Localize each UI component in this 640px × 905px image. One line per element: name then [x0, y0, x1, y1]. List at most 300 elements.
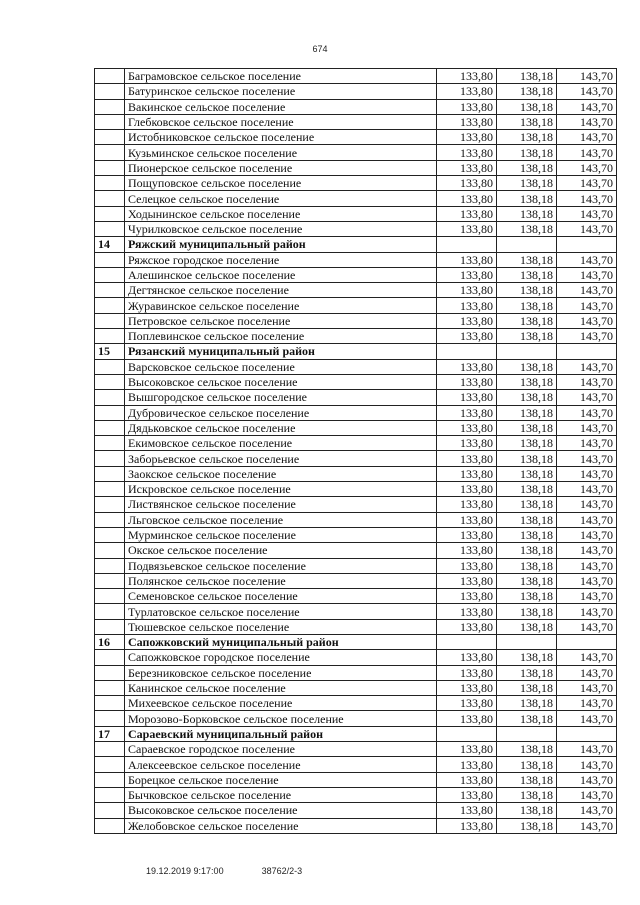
- table-row: [95, 573, 617, 588]
- value-3: 143,70: [557, 558, 617, 573]
- table-row: [95, 160, 617, 175]
- settlement-name: Истобниковское сельское поселение: [125, 130, 437, 145]
- row-number: [95, 772, 125, 787]
- value-2: 138,18: [497, 757, 557, 772]
- value-3: [557, 634, 617, 649]
- settlement-name: Желобовское сельское поселение: [125, 818, 437, 833]
- value-3: 143,70: [557, 191, 617, 206]
- value-3: 143,70: [557, 252, 617, 267]
- table-row: [95, 619, 617, 634]
- settlement-name: Вышгородское сельское поселение: [125, 390, 437, 405]
- value-2: 138,18: [497, 558, 557, 573]
- value-2: 138,18: [497, 650, 557, 665]
- value-1: 133,80: [437, 742, 497, 757]
- row-number: [95, 512, 125, 527]
- row-number: [95, 711, 125, 726]
- value-2: 138,18: [497, 267, 557, 282]
- district-row: [95, 237, 617, 252]
- settlement-name: Петровское сельское поселение: [125, 313, 437, 328]
- district-row: [95, 344, 617, 359]
- settlement-name: Сараевское городское поселение: [125, 742, 437, 757]
- value-1: 133,80: [437, 329, 497, 344]
- table-body: [95, 69, 617, 834]
- value-3: 143,70: [557, 604, 617, 619]
- row-number: 14: [95, 237, 125, 252]
- table-row: [95, 329, 617, 344]
- settlement-name: Окское сельское поселение: [125, 543, 437, 558]
- value-1: 133,80: [437, 466, 497, 481]
- value-2: 138,18: [497, 145, 557, 160]
- table-row: [95, 696, 617, 711]
- value-2: 138,18: [497, 665, 557, 680]
- settlement-name: Поплевинское сельское поселение: [125, 329, 437, 344]
- value-2: 138,18: [497, 466, 557, 481]
- row-number: [95, 696, 125, 711]
- value-1: 133,80: [437, 405, 497, 420]
- value-1: 133,80: [437, 818, 497, 833]
- value-3: 143,70: [557, 283, 617, 298]
- value-2: 138,18: [497, 696, 557, 711]
- row-number: [95, 497, 125, 512]
- value-3: 143,70: [557, 99, 617, 114]
- value-3: 143,70: [557, 696, 617, 711]
- settlement-name: Алешинское сельское поселение: [125, 267, 437, 282]
- value-1: 133,80: [437, 420, 497, 435]
- district-row: [95, 726, 617, 741]
- settlement-name: Морозово-Борковское сельское поселение: [125, 711, 437, 726]
- row-number: [95, 558, 125, 573]
- row-number: 16: [95, 634, 125, 649]
- row-number: [95, 650, 125, 665]
- value-2: 138,18: [497, 176, 557, 191]
- value-2: 138,18: [497, 160, 557, 175]
- settlement-name: Подвязьевское сельское поселение: [125, 558, 437, 573]
- table-row: [95, 818, 617, 833]
- value-2: 138,18: [497, 99, 557, 114]
- row-number: [95, 436, 125, 451]
- table-row: [95, 589, 617, 604]
- row-number: [95, 803, 125, 818]
- value-3: 143,70: [557, 589, 617, 604]
- row-number: [95, 206, 125, 221]
- value-2: 138,18: [497, 329, 557, 344]
- footer: [146, 866, 302, 876]
- value-3: 143,70: [557, 84, 617, 99]
- settlement-name: Турлатовское сельское поселение: [125, 604, 437, 619]
- value-1: 133,80: [437, 160, 497, 175]
- settlement-name: Сапожковское городское поселение: [125, 650, 437, 665]
- table-row: [95, 436, 617, 451]
- value-1: 133,80: [437, 619, 497, 634]
- value-2: [497, 634, 557, 649]
- settlement-name: Дубровическое сельское поселение: [125, 405, 437, 420]
- settlement-name: Глебковское сельское поселение: [125, 114, 437, 129]
- settlement-name: Баграмовское сельское поселение: [125, 69, 437, 84]
- value-1: 133,80: [437, 787, 497, 802]
- settlement-name: Чурилковское сельское поселение: [125, 221, 437, 236]
- value-2: 138,18: [497, 497, 557, 512]
- row-number: [95, 283, 125, 298]
- value-2: 138,18: [497, 604, 557, 619]
- settlement-name: Дядьковское сельское поселение: [125, 420, 437, 435]
- value-1: 133,80: [437, 221, 497, 236]
- value-3: 143,70: [557, 114, 617, 129]
- table-row: [95, 99, 617, 114]
- district-row: [95, 634, 617, 649]
- value-2: [497, 237, 557, 252]
- settlement-name: Заборьевское сельское поселение: [125, 451, 437, 466]
- row-number: [95, 191, 125, 206]
- value-3: 143,70: [557, 512, 617, 527]
- value-2: 138,18: [497, 787, 557, 802]
- value-3: 143,70: [557, 374, 617, 389]
- value-1: 133,80: [437, 803, 497, 818]
- table-row: [95, 742, 617, 757]
- settlement-name: Кузьминское сельское поселение: [125, 145, 437, 160]
- table-row: [95, 298, 617, 313]
- value-1: 133,80: [437, 84, 497, 99]
- settlement-name: Батуринское сельское поселение: [125, 84, 437, 99]
- value-3: 143,70: [557, 772, 617, 787]
- value-1: 133,80: [437, 99, 497, 114]
- value-3: 143,70: [557, 543, 617, 558]
- table-row: [95, 497, 617, 512]
- value-1: 133,80: [437, 114, 497, 129]
- settlement-name: Михеевское сельское поселение: [125, 696, 437, 711]
- settlement-name: Семеновское сельское поселение: [125, 589, 437, 604]
- table-row: [95, 680, 617, 695]
- settlement-name: Мурминское сельское поселение: [125, 527, 437, 542]
- settlement-name: Высоковское сельское поселение: [125, 803, 437, 818]
- value-3: 143,70: [557, 757, 617, 772]
- table-row: [95, 543, 617, 558]
- value-2: 138,18: [497, 818, 557, 833]
- row-number: [95, 420, 125, 435]
- value-1: 133,80: [437, 313, 497, 328]
- value-1: 133,80: [437, 604, 497, 619]
- value-1: 133,80: [437, 130, 497, 145]
- table-row: [95, 711, 617, 726]
- value-2: 138,18: [497, 221, 557, 236]
- settlement-name: Ходынинское сельское поселение: [125, 206, 437, 221]
- value-1: 133,80: [437, 390, 497, 405]
- settlement-name: Екимовское сельское поселение: [125, 436, 437, 451]
- value-1: [437, 344, 497, 359]
- row-number: [95, 390, 125, 405]
- settlement-name: Журавинское сельское поселение: [125, 298, 437, 313]
- value-1: 133,80: [437, 650, 497, 665]
- value-1: 133,80: [437, 69, 497, 84]
- settlement-name: Канинское сельское поселение: [125, 680, 437, 695]
- value-3: 143,70: [557, 206, 617, 221]
- table-row: [95, 787, 617, 802]
- settlement-name: Рязанский муниципальный район: [125, 344, 437, 359]
- value-2: 138,18: [497, 390, 557, 405]
- row-number: [95, 604, 125, 619]
- value-1: 133,80: [437, 436, 497, 451]
- value-3: [557, 726, 617, 741]
- value-1: 133,80: [437, 267, 497, 282]
- value-2: 138,18: [497, 436, 557, 451]
- value-3: 143,70: [557, 497, 617, 512]
- settlement-name: Ряжский муниципальный район: [125, 237, 437, 252]
- value-2: 138,18: [497, 359, 557, 374]
- value-2: 138,18: [497, 451, 557, 466]
- tariff-table: [94, 68, 617, 834]
- table-row: [95, 466, 617, 481]
- row-number: [95, 665, 125, 680]
- footer-timestamp: 19.12.2019 9:17:00: [146, 866, 224, 876]
- value-1: [437, 634, 497, 649]
- value-2: 138,18: [497, 84, 557, 99]
- table-row: [95, 451, 617, 466]
- value-1: 133,80: [437, 451, 497, 466]
- page-number: 674: [312, 44, 328, 54]
- table-row: [95, 558, 617, 573]
- table-row: [95, 267, 617, 282]
- value-1: 133,80: [437, 589, 497, 604]
- value-2: 138,18: [497, 405, 557, 420]
- row-number: [95, 84, 125, 99]
- value-3: [557, 344, 617, 359]
- value-3: 143,70: [557, 573, 617, 588]
- value-1: 133,80: [437, 512, 497, 527]
- settlement-name: Березниковское сельское поселение: [125, 665, 437, 680]
- table-row: [95, 130, 617, 145]
- value-2: 138,18: [497, 772, 557, 787]
- row-number: [95, 114, 125, 129]
- table-row: [95, 527, 617, 542]
- value-2: 138,18: [497, 252, 557, 267]
- table-row: [95, 405, 617, 420]
- row-number: [95, 329, 125, 344]
- row-number: [95, 680, 125, 695]
- table-row: [95, 374, 617, 389]
- value-3: 143,70: [557, 787, 617, 802]
- value-3: 143,70: [557, 221, 617, 236]
- settlement-name: Пощуповское сельское поселение: [125, 176, 437, 191]
- value-2: [497, 726, 557, 741]
- value-1: 133,80: [437, 543, 497, 558]
- table-row: [95, 84, 617, 99]
- value-2: 138,18: [497, 374, 557, 389]
- table-row: [95, 757, 617, 772]
- settlement-name: Тюшевское сельское поселение: [125, 619, 437, 634]
- value-2: 138,18: [497, 206, 557, 221]
- row-number: [95, 221, 125, 236]
- settlement-name: Варсковское сельское поселение: [125, 359, 437, 374]
- value-2: 138,18: [497, 283, 557, 298]
- value-2: 138,18: [497, 298, 557, 313]
- value-2: 138,18: [497, 711, 557, 726]
- row-number: [95, 160, 125, 175]
- value-1: 133,80: [437, 680, 497, 695]
- row-number: [95, 742, 125, 757]
- table-row: [95, 803, 617, 818]
- value-2: 138,18: [497, 114, 557, 129]
- value-3: 143,70: [557, 818, 617, 833]
- value-3: 143,70: [557, 420, 617, 435]
- value-3: [557, 237, 617, 252]
- value-2: 138,18: [497, 742, 557, 757]
- value-1: 133,80: [437, 176, 497, 191]
- value-3: 143,70: [557, 298, 617, 313]
- value-3: 143,70: [557, 176, 617, 191]
- value-2: 138,18: [497, 512, 557, 527]
- value-1: 133,80: [437, 191, 497, 206]
- settlement-name: Пионерское сельское поселение: [125, 160, 437, 175]
- value-3: 143,70: [557, 145, 617, 160]
- row-number: [95, 818, 125, 833]
- table-row: [95, 604, 617, 619]
- table-row: [95, 145, 617, 160]
- settlement-name: Сараевский муниципальный район: [125, 726, 437, 741]
- value-1: 133,80: [437, 573, 497, 588]
- row-number: [95, 130, 125, 145]
- value-1: 133,80: [437, 665, 497, 680]
- row-number: [95, 451, 125, 466]
- row-number: [95, 543, 125, 558]
- value-3: 143,70: [557, 313, 617, 328]
- table-row: [95, 665, 617, 680]
- value-1: 133,80: [437, 497, 497, 512]
- row-number: [95, 298, 125, 313]
- value-3: 143,70: [557, 650, 617, 665]
- row-number: [95, 589, 125, 604]
- value-1: 133,80: [437, 206, 497, 221]
- row-number: [95, 619, 125, 634]
- value-3: 143,70: [557, 742, 617, 757]
- value-1: 133,80: [437, 696, 497, 711]
- value-2: 138,18: [497, 527, 557, 542]
- settlement-name: Полянское сельское поселение: [125, 573, 437, 588]
- row-number: [95, 527, 125, 542]
- value-3: 143,70: [557, 665, 617, 680]
- value-2: 138,18: [497, 130, 557, 145]
- table-row: [95, 650, 617, 665]
- value-1: 133,80: [437, 772, 497, 787]
- table-row: [95, 390, 617, 405]
- settlement-name: Ряжское городское поселение: [125, 252, 437, 267]
- row-number: [95, 145, 125, 160]
- settlement-name: Заокское сельское поселение: [125, 466, 437, 481]
- value-3: 143,70: [557, 267, 617, 282]
- value-2: 138,18: [497, 803, 557, 818]
- settlement-name: Селецкое сельское поселение: [125, 191, 437, 206]
- value-1: 133,80: [437, 283, 497, 298]
- value-2: 138,18: [497, 69, 557, 84]
- value-1: 133,80: [437, 145, 497, 160]
- value-1: [437, 726, 497, 741]
- value-1: 133,80: [437, 558, 497, 573]
- settlement-name: Дегтянское сельское поселение: [125, 283, 437, 298]
- row-number: [95, 757, 125, 772]
- table-row: [95, 221, 617, 236]
- row-number: [95, 482, 125, 497]
- settlement-name: Высоковское сельское поселение: [125, 374, 437, 389]
- value-1: 133,80: [437, 527, 497, 542]
- table-row: [95, 191, 617, 206]
- value-1: 133,80: [437, 359, 497, 374]
- table-row: [95, 482, 617, 497]
- value-3: 143,70: [557, 803, 617, 818]
- value-2: 138,18: [497, 589, 557, 604]
- settlement-name: Алексеевское сельское поселение: [125, 757, 437, 772]
- table-row: [95, 359, 617, 374]
- row-number: [95, 252, 125, 267]
- row-number: [95, 313, 125, 328]
- row-number: [95, 787, 125, 802]
- value-3: 143,70: [557, 130, 617, 145]
- value-2: 138,18: [497, 619, 557, 634]
- value-3: 143,70: [557, 390, 617, 405]
- settlement-name: Бычковское сельское поселение: [125, 787, 437, 802]
- value-3: 143,70: [557, 466, 617, 481]
- value-3: 143,70: [557, 359, 617, 374]
- value-3: 143,70: [557, 482, 617, 497]
- settlement-name: Сапожковский муниципальный район: [125, 634, 437, 649]
- settlement-name: Льговское сельское поселение: [125, 512, 437, 527]
- value-3: 143,70: [557, 436, 617, 451]
- value-2: 138,18: [497, 573, 557, 588]
- value-2: 138,18: [497, 191, 557, 206]
- value-3: 143,70: [557, 527, 617, 542]
- value-1: 133,80: [437, 757, 497, 772]
- row-number: [95, 405, 125, 420]
- row-number: [95, 69, 125, 84]
- value-3: 143,70: [557, 451, 617, 466]
- value-1: 133,80: [437, 374, 497, 389]
- table-row: [95, 420, 617, 435]
- value-2: 138,18: [497, 313, 557, 328]
- value-1: [437, 237, 497, 252]
- row-number: [95, 267, 125, 282]
- settlement-name: Искровское сельское поселение: [125, 482, 437, 497]
- row-number: [95, 359, 125, 374]
- value-1: 133,80: [437, 482, 497, 497]
- settlement-name: Вакинское сельское поселение: [125, 99, 437, 114]
- value-2: 138,18: [497, 482, 557, 497]
- value-3: 143,70: [557, 69, 617, 84]
- value-3: 143,70: [557, 160, 617, 175]
- row-number: [95, 99, 125, 114]
- value-2: 138,18: [497, 420, 557, 435]
- table-row: [95, 69, 617, 84]
- value-2: [497, 344, 557, 359]
- table-row: [95, 114, 617, 129]
- table-row: [95, 283, 617, 298]
- table-row: [95, 772, 617, 787]
- value-1: 133,80: [437, 711, 497, 726]
- row-number: [95, 466, 125, 481]
- value-3: 143,70: [557, 405, 617, 420]
- table-row: [95, 252, 617, 267]
- value-3: 143,70: [557, 619, 617, 634]
- settlement-name: Борецкое сельское поселение: [125, 772, 437, 787]
- table-row: [95, 206, 617, 221]
- row-number: 17: [95, 726, 125, 741]
- value-1: 133,80: [437, 298, 497, 313]
- settlement-name: Листвянское сельское поселение: [125, 497, 437, 512]
- table-row: [95, 512, 617, 527]
- table-row: [95, 176, 617, 191]
- value-3: 143,70: [557, 680, 617, 695]
- footer-doc-id: 38762/2-3: [261, 866, 303, 876]
- value-2: 138,18: [497, 543, 557, 558]
- value-3: 143,70: [557, 329, 617, 344]
- value-2: 138,18: [497, 680, 557, 695]
- row-number: [95, 176, 125, 191]
